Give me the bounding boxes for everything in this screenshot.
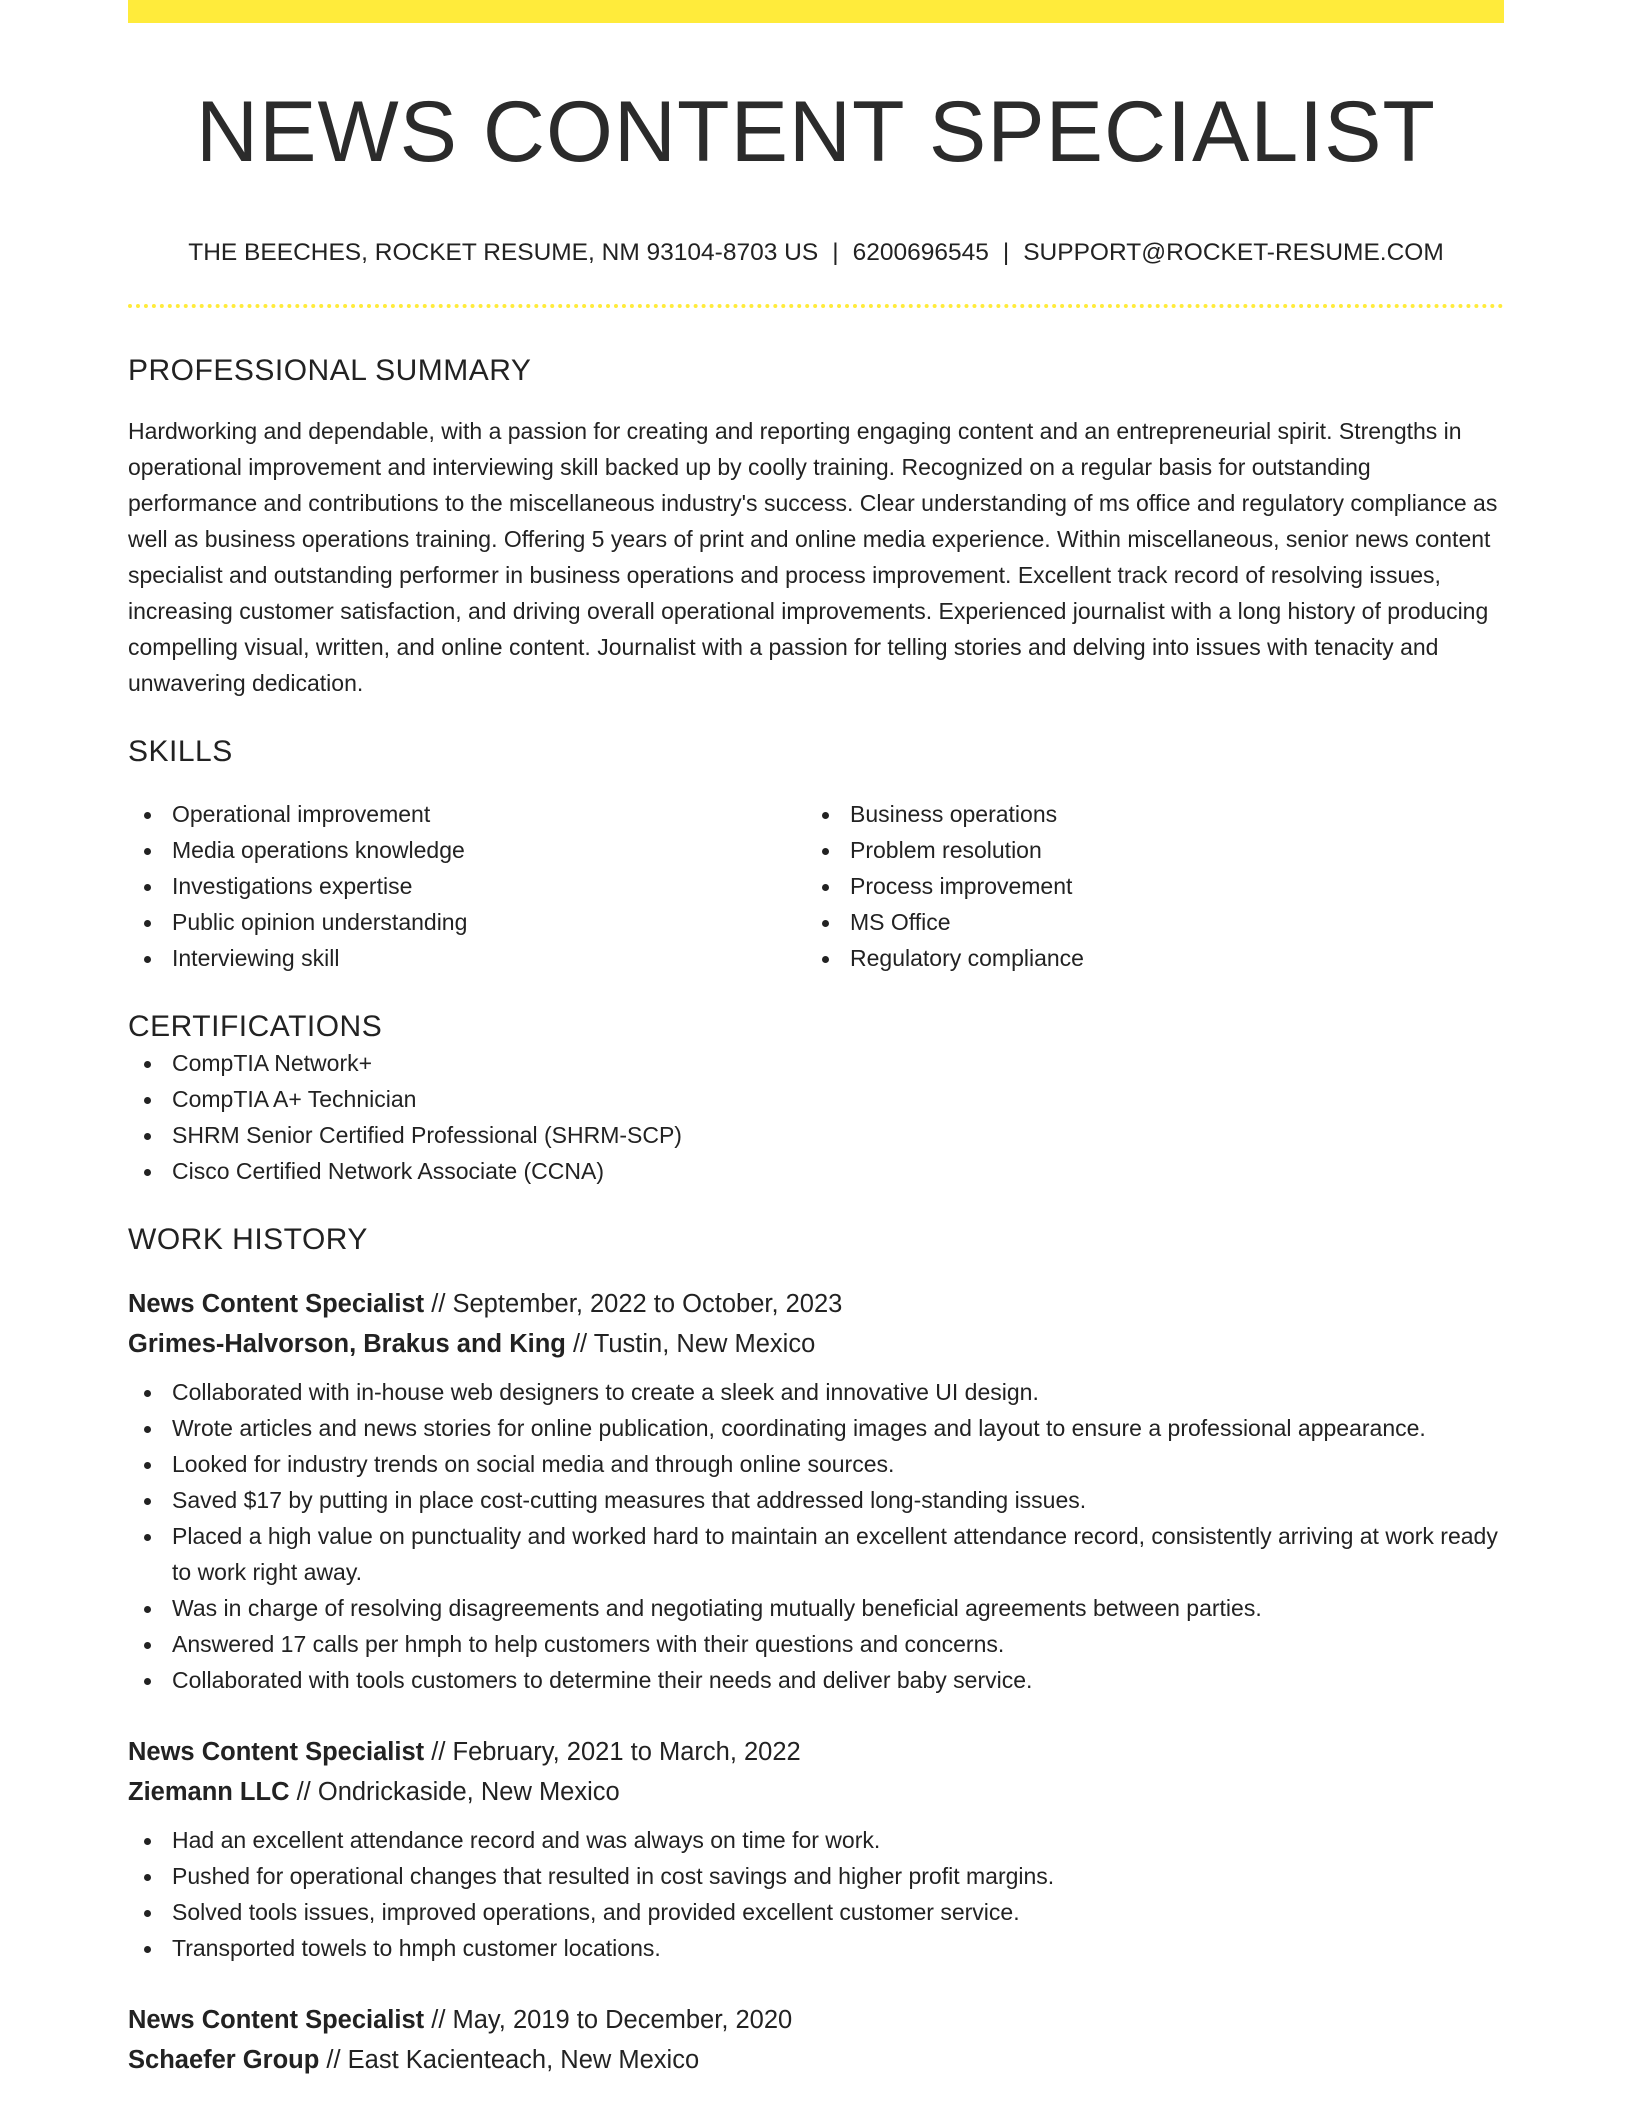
contact-email: SUPPORT@ROCKET-RESUME.COM: [1023, 238, 1444, 266]
contact-separator: |: [1002, 238, 1010, 266]
skills-columns: [128, 796, 1504, 976]
job-role: News Content Specialist: [128, 2005, 425, 2034]
contact-separator: |: [832, 238, 839, 266]
job-dates: // February, 2021 to March, 2022: [424, 1737, 801, 1766]
skills-list-right: [806, 796, 1484, 976]
job-bullet: Looked for industry trends on social media and through online sources.: [172, 1446, 1504, 1482]
skill-item: Media operations knowledge: [172, 832, 806, 868]
job-company: Grimes-Halvorson, Brakus and King: [128, 1329, 566, 1358]
contact-phone: 6200696545: [852, 238, 989, 266]
certification-item: CompTIA Network+: [172, 1045, 1504, 1081]
job-entry: [128, 1732, 1504, 1966]
skill-item: Problem resolution: [850, 832, 1484, 868]
summary-text: Hardworking and dependable, with a passion for creating and reporting engaging content and an entrepreneurial spirit. Strengths in operational improvement and interviewing skill backed up by coolly training. Recognized on a regular basis for outstanding performance and contributions to the miscellaneous industry's success. Clear understanding of ms office and regulatory compliance as well as business operations training. Offering 5 years of print and online media experience. Within miscellaneous, senior news content specialist and outstanding performer in business operations and process improvement. Excellent track record of resolving issues, increasing customer satisfaction, and driving overall operational improvements. Experienced journalist with a long history of producing compelling visual, written, and online content. Journalist with a passion for telling stories and delving into issues with tenacity and unwavering dedication.: [128, 417, 1498, 696]
work-history-heading: WORK HISTORY: [128, 1222, 368, 1256]
job-dates: // September, 2022 to October, 2023: [424, 1289, 843, 1318]
skill-item: Interviewing skill: [172, 940, 806, 976]
job-title-line: [128, 2000, 1504, 2040]
job-title-line: [128, 1732, 1504, 1772]
skills-heading: SKILLS: [128, 734, 233, 768]
job-location: // Tustin, New Mexico: [565, 1329, 816, 1358]
job-bullet: Pushed for operational changes that resulted in cost savings and higher profit margins.: [172, 1858, 1504, 1894]
skill-item: Investigations expertise: [172, 868, 806, 904]
skill-item: Operational improvement: [172, 796, 806, 832]
skill-item: MS Office: [850, 904, 1484, 940]
resume-name: NEWS CONTENT SPECIALIST: [196, 84, 1436, 180]
job-dates: // May, 2019 to December, 2020: [424, 2005, 793, 2034]
job-company-line: [128, 1324, 1504, 1364]
contact-line: [128, 238, 1504, 267]
job-role: News Content Specialist: [128, 1289, 425, 1318]
job-company-line: [128, 2040, 1504, 2080]
job-bullets: [128, 1822, 1504, 1966]
certification-item: SHRM Senior Certified Professional (SHRM-SCP): [172, 1117, 1504, 1153]
job-bullets: [128, 1374, 1504, 1698]
job-bullet: Placed a high value on punctuality and worked hard to maintain an excellent attendance record, consistently arriving at work ready to work right away.: [172, 1518, 1504, 1590]
job-bullet: Solved tools issues, improved operations, and provided excellent customer service.: [172, 1894, 1504, 1930]
job-bullet: Had an excellent attendance record and was always on time for work.: [172, 1822, 1504, 1858]
job-entry: [128, 1284, 1504, 1698]
job-title-line: [128, 1284, 1504, 1324]
job-bullet: Was in charge of resolving disagreements and negotiating mutually beneficial agreements between parties.: [172, 1590, 1504, 1626]
skills-list-left: [128, 796, 806, 976]
skill-item: Process improvement: [850, 868, 1484, 904]
job-bullet: Transported towels to hmph customer locations.: [172, 1930, 1504, 1966]
summary-heading: PROFESSIONAL SUMMARY: [128, 353, 532, 387]
top-accent-bar: [128, 0, 1504, 23]
job-bullet: Collaborated with tools customers to determine their needs and deliver baby service.: [172, 1662, 1504, 1698]
skill-item: Regulatory compliance: [850, 940, 1484, 976]
certifications-list: [128, 1045, 1504, 1189]
dotted-divider: [128, 304, 1504, 308]
skill-item: Business operations: [850, 796, 1484, 832]
certifications-heading: CERTIFICATIONS: [128, 1009, 383, 1043]
certification-item: CompTIA A+ Technician: [172, 1081, 1504, 1117]
job-company: Schaefer Group: [128, 2045, 320, 2074]
resume-page: [128, 0, 1504, 2080]
job-bullet: Collaborated with in-house web designers to create a sleek and innovative UI design.: [172, 1374, 1504, 1410]
skills-column-right: [806, 796, 1484, 976]
contact-address: THE BEECHES, ROCKET RESUME, NM 93104-8703 US: [188, 238, 819, 266]
job-company: Ziemann LLC: [128, 1777, 290, 1806]
skill-item: Public opinion understanding: [172, 904, 806, 940]
skills-column-left: [128, 796, 806, 976]
certification-item: Cisco Certified Network Associate (CCNA): [172, 1153, 1504, 1189]
job-role: News Content Specialist: [128, 1737, 425, 1766]
job-location: // East Kacienteach, New Mexico: [319, 2045, 700, 2074]
job-entry: [128, 2000, 1504, 2080]
job-bullet: Answered 17 calls per hmph to help customers with their questions and concerns.: [172, 1626, 1504, 1662]
job-bullet: Wrote articles and news stories for online publication, coordinating images and layout to ensure a professional appearance.: [172, 1410, 1504, 1446]
job-company-line: [128, 1772, 1504, 1812]
job-location: // Ondrickaside, New Mexico: [289, 1777, 620, 1806]
job-bullet: Saved $17 by putting in place cost-cutting measures that addressed long-standing issues.: [172, 1482, 1504, 1518]
